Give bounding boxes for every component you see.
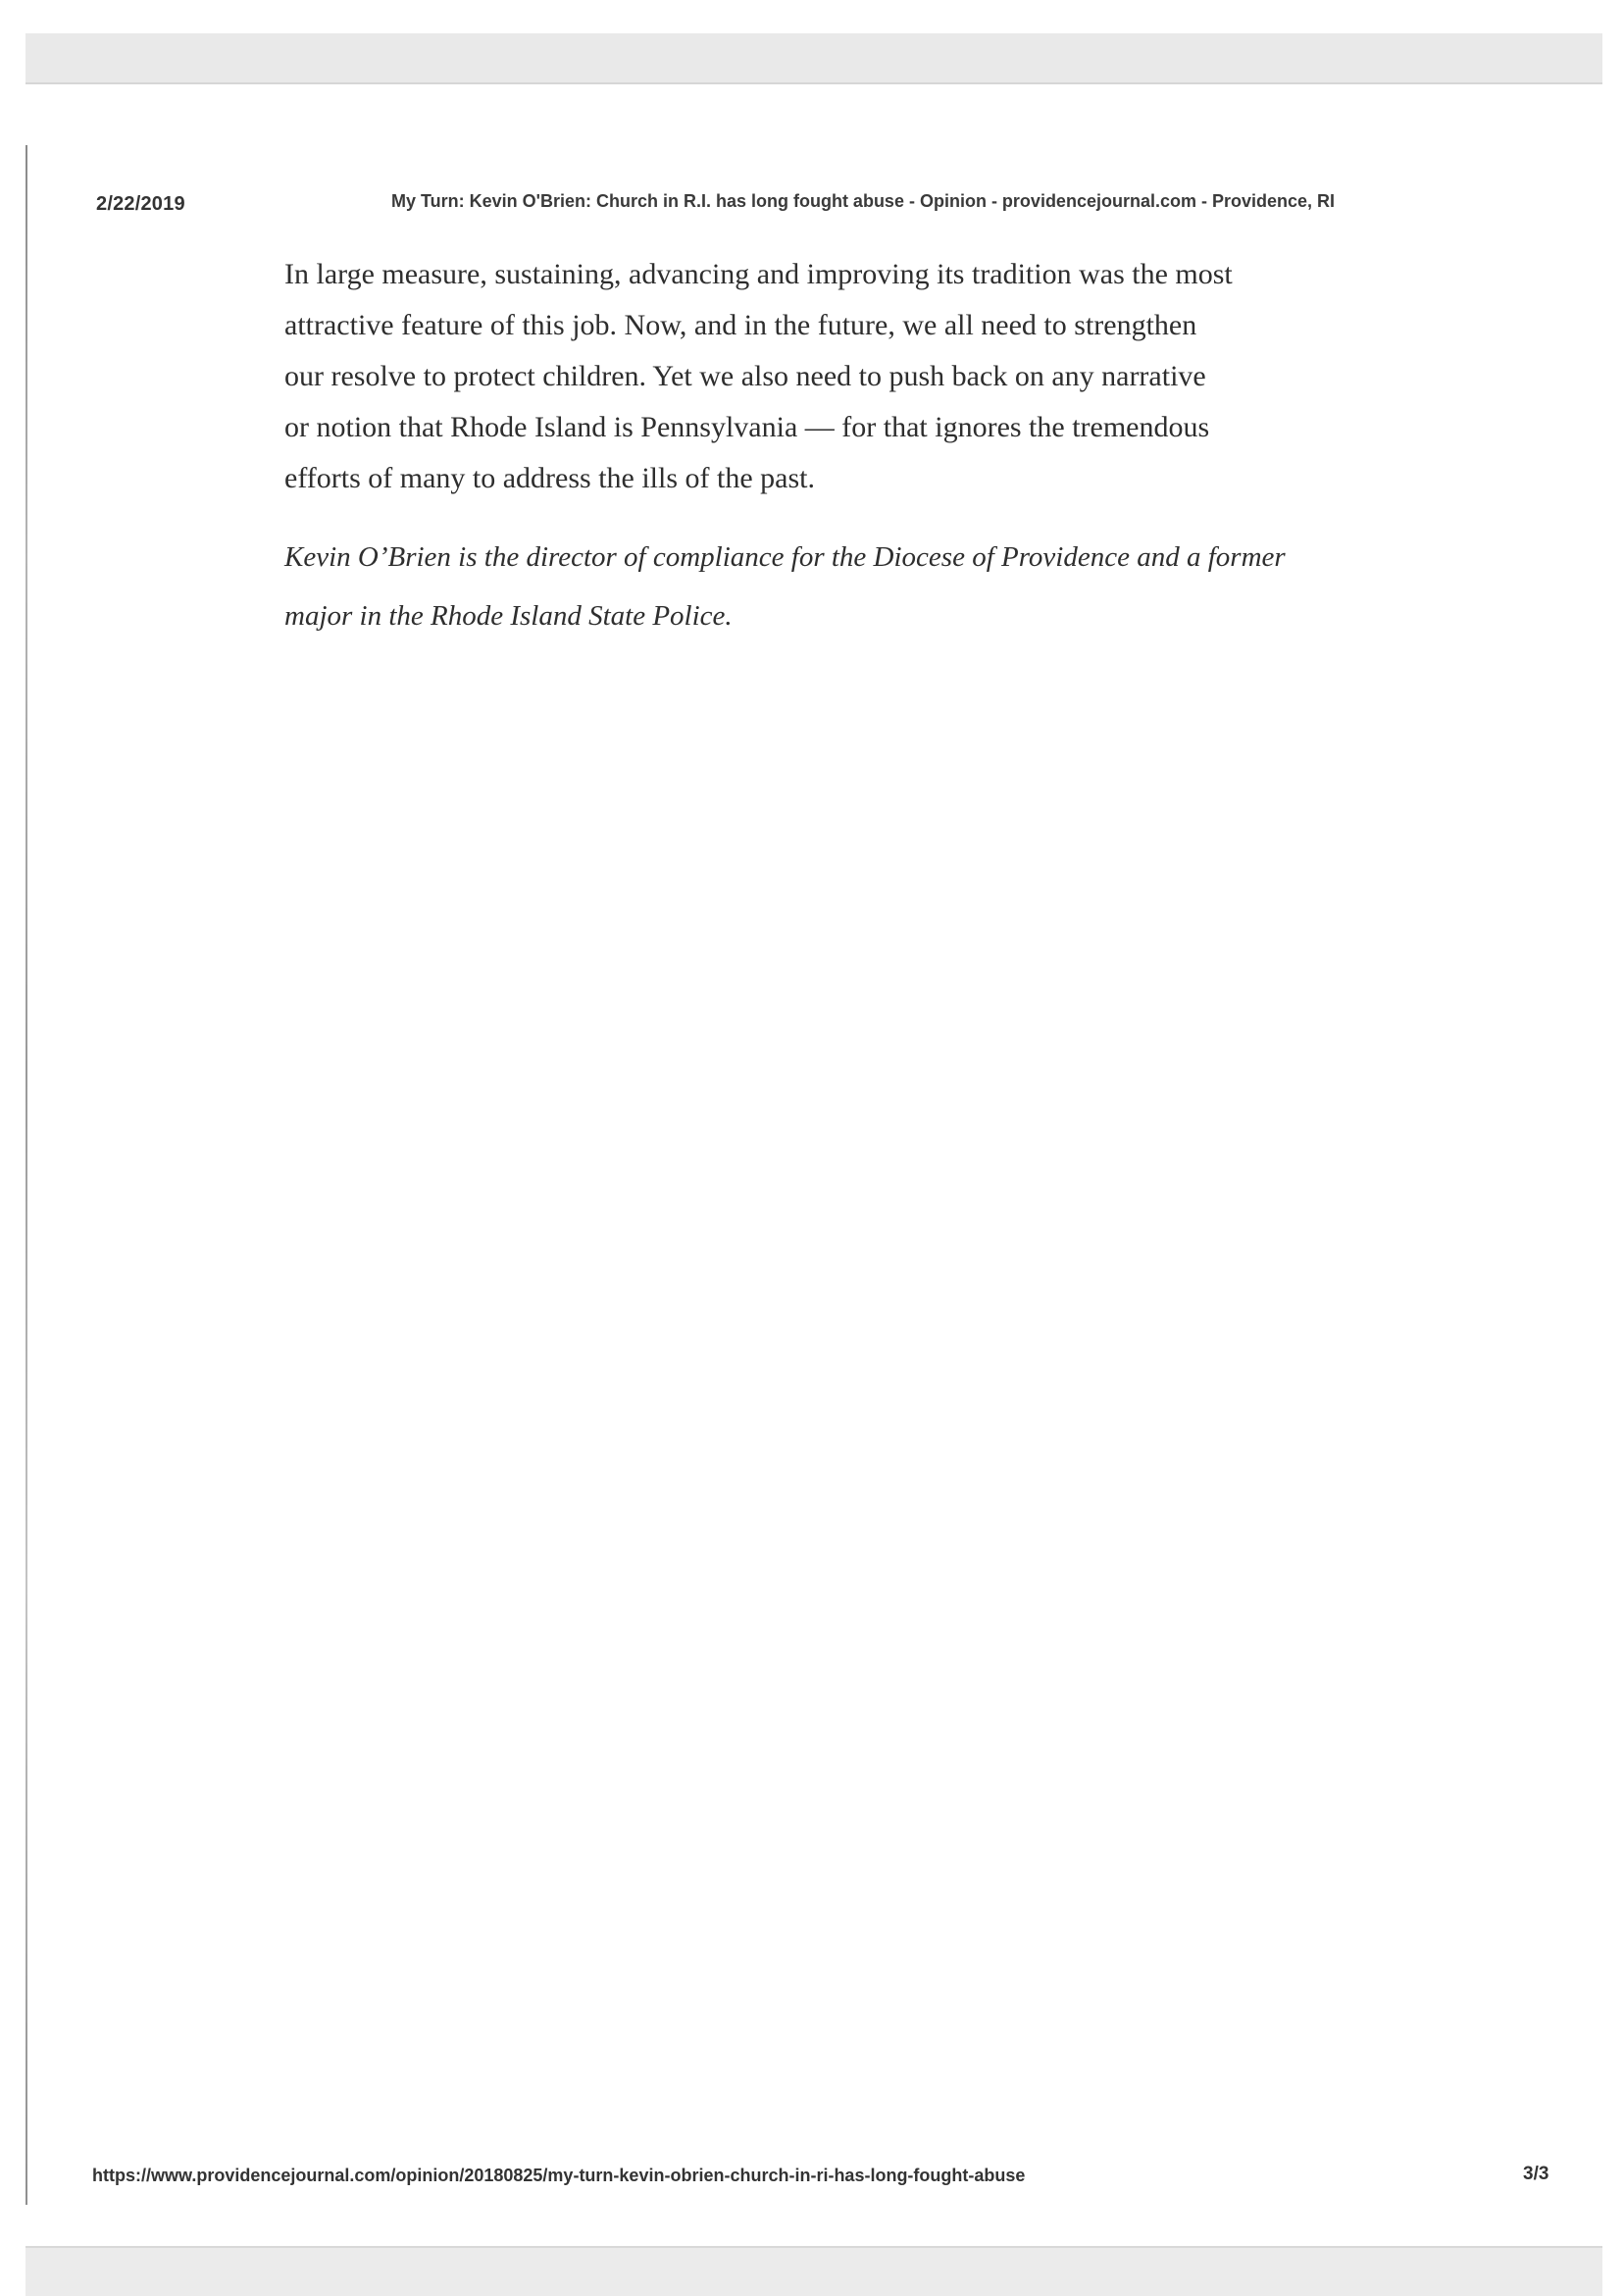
author-bio xyxy=(284,528,1363,645)
paragraph-line: In large measure, sustaining, advancing and improving its tradition was the most xyxy=(284,258,1233,290)
print-date: 2/22/2019 xyxy=(96,193,185,215)
print-page-title: My Turn: Kevin O'Brien: Church in R.I. has long fought abuse - Opinion - providencejournal.com - Providence, RI xyxy=(391,191,1336,211)
scan-left-edge xyxy=(25,145,27,2205)
bio-line: major in the Rhode Island State Police. xyxy=(284,600,733,632)
paragraph-line: efforts of many to address the ills of the past. xyxy=(284,462,815,494)
print-url: https://www.providencejournal.com/opinion/20180825/my-turn-kevin-obrien-church-in-ri-has-long-fought-abuse xyxy=(92,2166,1026,2185)
scan-bottom-border xyxy=(25,2246,1602,2296)
paragraph-line: attractive feature of this job. Now, and in the future, we all need to strengthen xyxy=(284,309,1197,341)
paragraph-line: our resolve to protect children. Yet we also need to push back on any narrative xyxy=(284,360,1206,392)
article-paragraph xyxy=(284,249,1363,504)
article-content xyxy=(284,249,1363,645)
page-number: 3/3 xyxy=(1523,2164,1549,2184)
scan-top-border xyxy=(25,33,1602,84)
bio-line: Kevin O’Brien is the director of compliance for the Diocese of Providence and a former xyxy=(284,541,1286,573)
paragraph-line: or notion that Rhode Island is Pennsylvania — for that ignores the tremendous xyxy=(284,411,1210,443)
